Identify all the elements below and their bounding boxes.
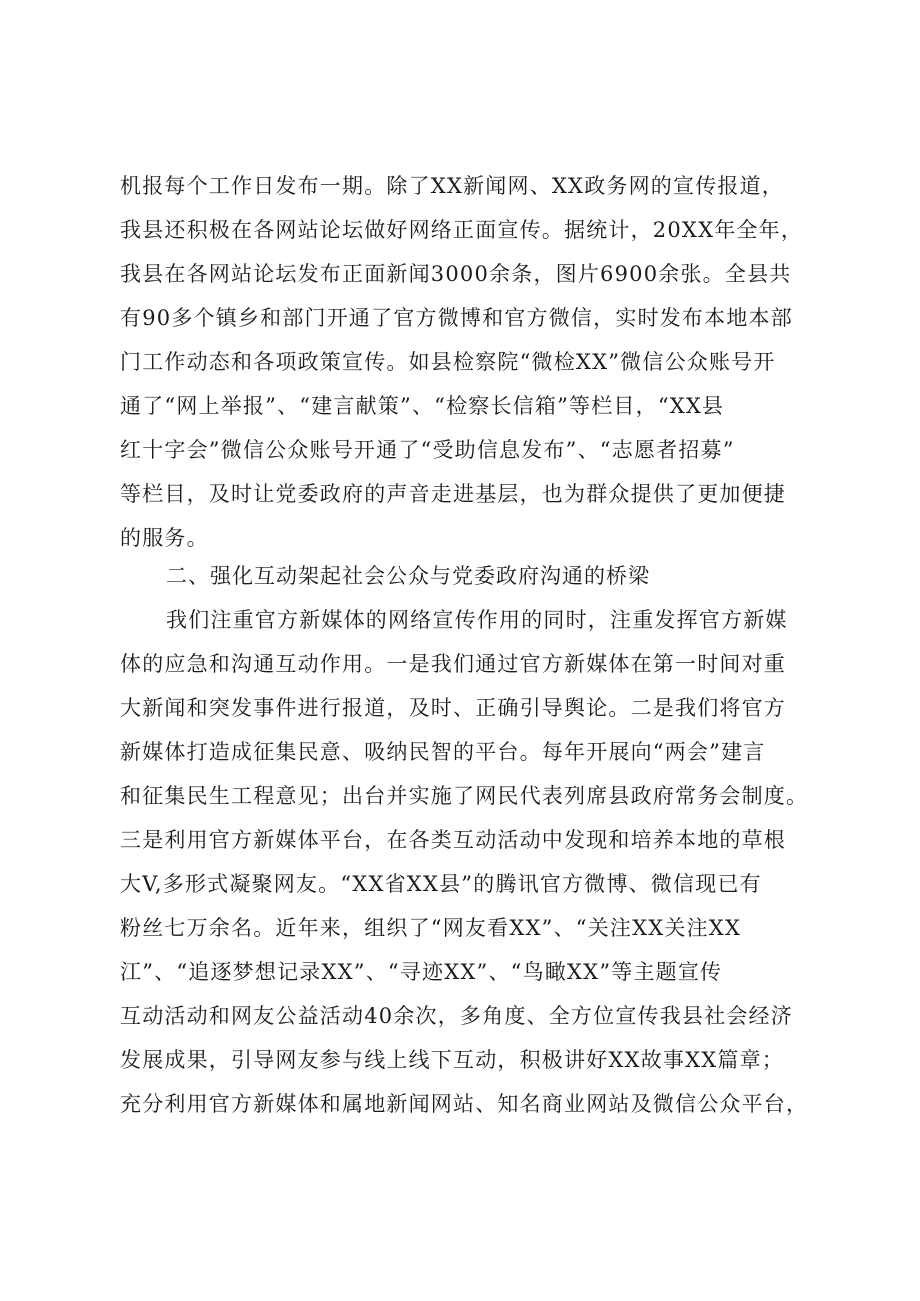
text-line: 体的应急和沟通互动作用。一是我们通过官方新媒体在第一时间对重	[120, 652, 786, 676]
text-line: 和征集民生工程意见；出台并实施了网民代表列席县政府常务会制度。	[120, 784, 809, 808]
text-line: 互动活动和网友公益活动40余次，多角度、全方位宣传我县社会经济	[120, 1004, 793, 1028]
section-heading: 二、强化互动架起社会公众与党委政府沟通的桥梁	[166, 564, 650, 588]
text-line: 通了“网上举报”、“建言献策”、“检察长信箱”等栏目，“XX县	[120, 394, 725, 418]
text-line: 机报每个工作日发布一期。除了XX新闻网、XX政务网的宣传报道，	[120, 174, 784, 198]
text-line: 门工作动态和各项政策宣传。如县检察院“微检XX”微信公众账号开	[120, 350, 776, 374]
text-line: 三是利用官方新媒体平台，在各类互动活动中发现和培养本地的草根	[120, 828, 786, 852]
text-line: 有90多个镇乡和部门开通了官方微博和官方微信，实时发布本地本部	[120, 306, 793, 330]
text-line: 江”、“追逐梦想记录XX”、“寻迹XX”、“鸟瞰XX”等主题宣传	[120, 960, 723, 984]
text-line: 红十字会”微信公众账号开通了“受助信息发布”、“志愿者招募”	[120, 438, 735, 462]
text-line: 等栏目，及时让党委政府的声音走进基层，也为群众提供了更加便捷	[120, 482, 786, 506]
text-line: 我们注重官方新媒体的网络宣传作用的同时，注重发挥官方新媒	[166, 608, 788, 632]
body-paragraph-1	[120, 164, 820, 560]
text-line: 发展成果，引导网友参与线上线下互动，积极讲好XX故事XX篇章；	[120, 1048, 784, 1072]
text-line: 大V,多形式凝聚网友。“XX省XX县”的腾讯官方微博、微信现已有	[120, 872, 762, 896]
text-line: 充分利用官方新媒体和属地新闻网站、知名商业网站及微信公众平台，	[120, 1092, 809, 1116]
body-paragraph-2	[120, 598, 820, 1126]
text-line: 新媒体打造成征集民意、吸纳民智的平台。每年开展向“两会”建言	[120, 740, 766, 764]
text-line: 大新闻和突发事件进行报道，及时、正确引导舆论。二是我们将官方	[120, 696, 786, 720]
text-line: 的服务。	[120, 526, 209, 550]
text-line: 粉丝七万余名。近年来，组织了“网友看XX”、“关注XX关注XX	[120, 916, 742, 940]
text-line: 我县还积极在各网站论坛做好网络正面宣传。据统计，20XX年全年，	[120, 218, 804, 242]
text-line: 我县在各网站论坛发布正面新闻3000余条，图片6900余张。全县共	[120, 262, 792, 286]
